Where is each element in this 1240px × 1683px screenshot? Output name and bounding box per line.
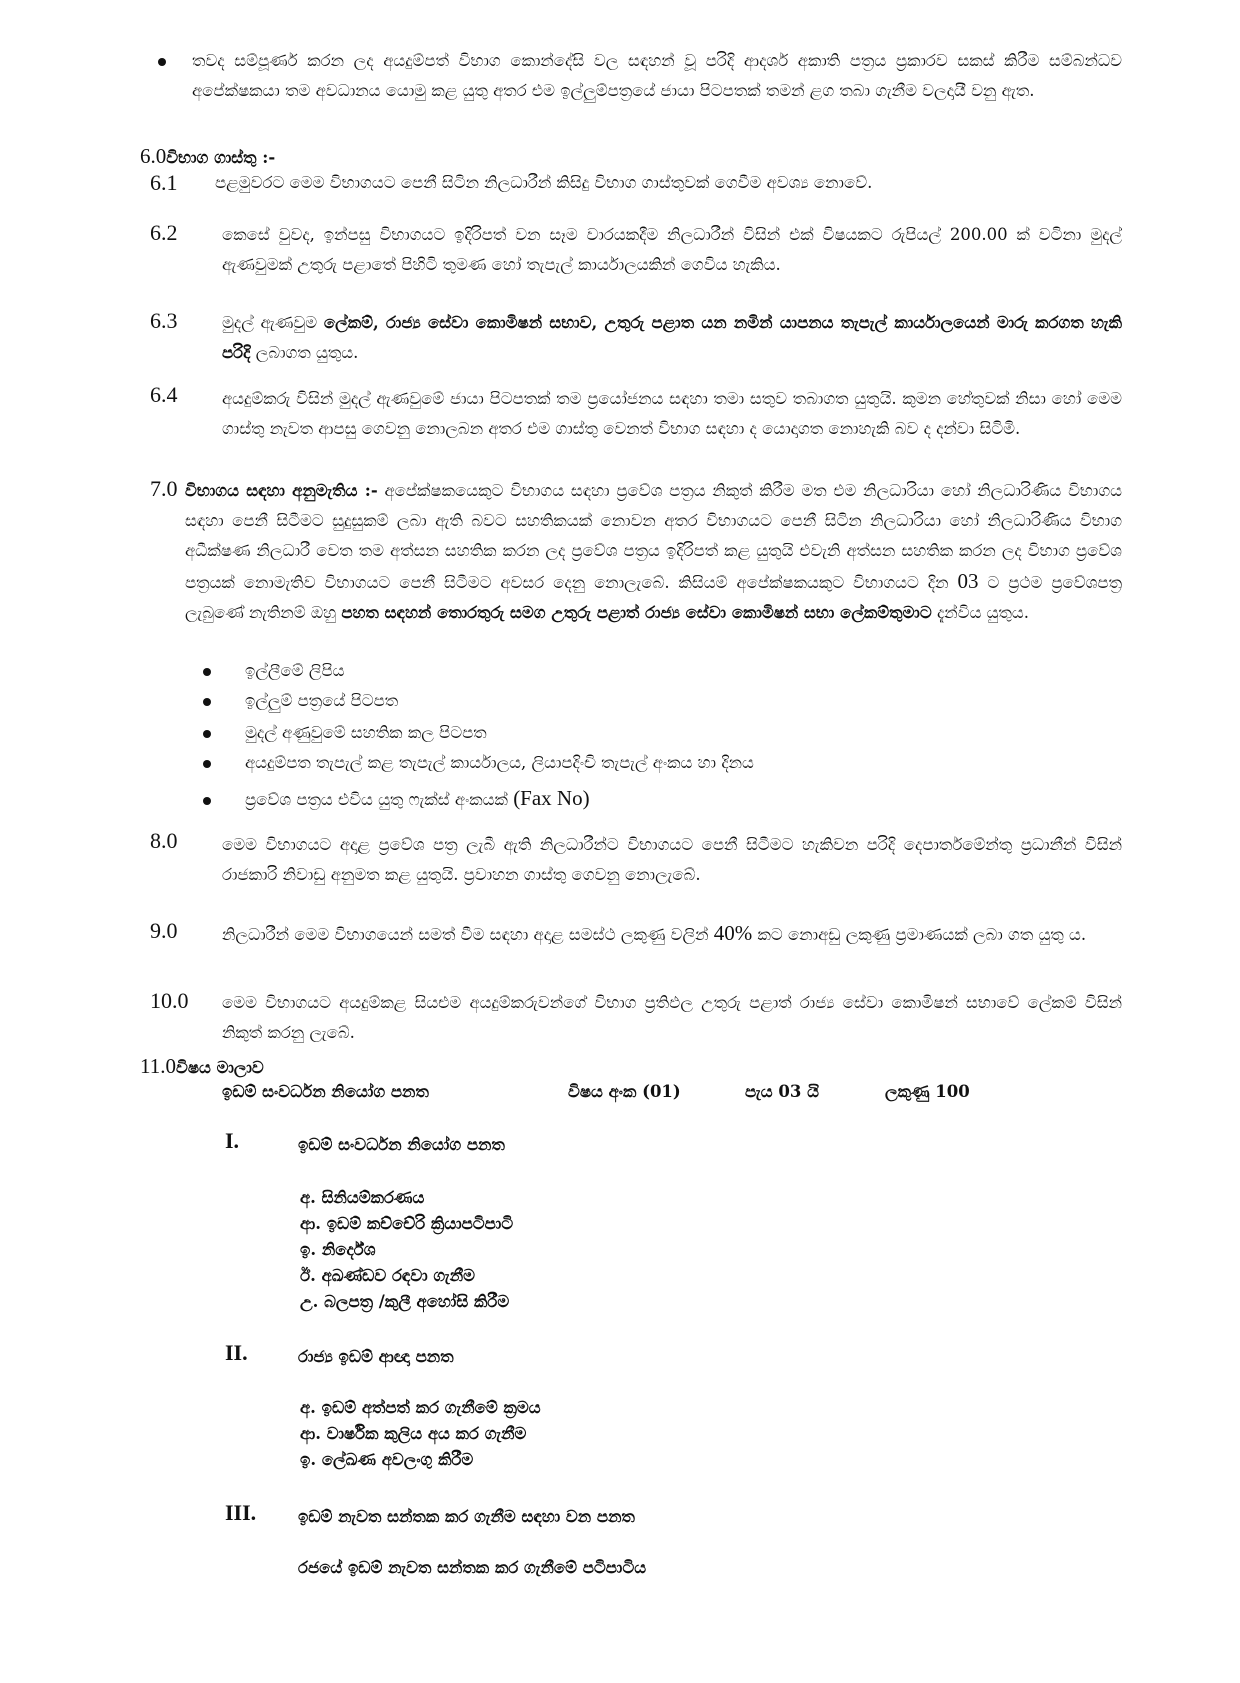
section-1-item: ඉ. නිර්දේශ [300,1240,376,1259]
section-1-item: ආ. ඉඩම් කච්චේරි ක්‍රියාපටිපාටි [300,1214,514,1233]
bullet-dot [203,730,211,738]
section-roman-1: I. [225,1128,240,1153]
s7-list-item-fax: ප්‍රවේශ පත්‍රය එවිය යුතු ෆැක්ස් අංකයක් (Fax No) [245,786,590,810]
bullet-dot [203,760,211,768]
item-6-1-text: පළමුවරට මෙම විභාගයට පෙනී සිටින නිලධාරීන් කිසිදු විභාග ගාස්තුවක් ගෙවීම අවශ්‍ය නොවේ. [215,173,873,192]
section-2-title: රාජ්‍ය ඉඩම් ආඥා පනත [298,1347,454,1366]
s7-list-item: ඉල්ලීමේ ලිපිය [245,661,345,680]
section-6-heading: 6.0විභාග ගාස්තු :- [140,144,276,168]
section-10-text: මෙම විභාගයට අයදුම්කළ සියළුම අයදුම්කරුවන්ගේ විභාග ප්‍රතිඵල උතුරු පළාත් රාජ්‍ය සේවා කොමිෂන් සභාවේ ලේකම් විසින් නිකුත් කරනු ලැබේ. [222,993,1122,1042]
section-7-number: 7.0 [150,476,178,501]
bullet-dot [203,797,211,805]
item-6-2-text: කෙසේ වුවද, ඉන්පසු විභාගයට ඉදිරිපත් වන සෑම වාරයකදීම නිලධාරීන් විසින් එක් විෂයකට රුපියල් 200.00 ක් වටිනා මුදල් ඇණවුමක් උතුරු පළාතේ පිහිටි තුමණ හෝ තැපැල් කාර්යාලයකින් ගෙවිය හැකිය. [222,225,1122,274]
subject-marks: ලකුණු 100 [885,1082,970,1101]
subject-name: ඉඩම් සංවර්ධන නියෝග පනත [222,1082,429,1101]
section-roman-3: III. [225,1500,257,1525]
subject-number: විෂය අංක (01) [568,1082,681,1101]
section-8-text: මෙම විභාගයට අදාළ ප්‍රවේශ පත්‍ර ලැබී ඇති නිලධාරීන්ට විභාගයට පෙනී සිටීමට හැකිවන පරිදි දෙපාර්තමේන්තු ප්‍රධානීන් විසින් රාජකාරි නිවාඩු අනුමත කළ යුතුයි. ප්‍රවාහන ගාස්තු ගෙවනු නොලැබේ. [222,835,1122,884]
section-1-item: අ. සිනියම්කරණය [300,1188,425,1207]
subject-duration: පැය 03 යි [745,1082,819,1101]
item-6-1-number: 6.1 [150,170,178,195]
s7-list-item: මුදල් අණුවුමේ සහතික කල පිටපත [245,723,487,742]
section-7-paragraph: විභාගය සඳහා අනුමැතිය :- අපේක්ෂකයෙකුට විභාගය සඳහා ප්‍රවේශ පත්‍රය නිකුත් කිරීම මත එම නිලධාරියා හෝ නිලධාරිණිය විභාගය සඳහා පෙනී සිටීමට සුදුසුකම් ලබා ඇති බවට සහතිකයක් නොවන අතර විභාගයට පෙනී සිටින නිලධාරියා හෝ නිලධාරිණිය විභාග අධීක්ෂණ නිලධාරී වෙත තම අත්සන සහතික කරන ලද ප්‍රවේශ පත්‍රය ඉදිරිපත් කළ යුතුයි එවැනි අත්සන සහතික කරන ලද විභාග ප්‍රවේශ පත්‍රයක් නොමැතිව විභාගයට පෙනී සිටීමට අවසර දෙනු නොලැබේ. කිසියම් අපේක්ෂකයකුට විභාගයට දින 03 ට ප්‍රථම ප්‍රවේශපත්‍ර ලැබුණේ නැතිනම් ඔහු පහත සඳහන් තොරතුරු සමග උතුරු පළාත් රාජ්‍ය සේවා කොමිෂන් සභා ලේකම්තුමාට දැන්විය යුතුය. [185,481,1123,622]
section-2-item: අ. ඉඩම් අත්පත් කර ගැනීමේ ක්‍රමය [300,1398,541,1417]
section-roman-2: II. [225,1340,248,1365]
bullet-dot [203,698,211,706]
section-1-title: ඉඩම් සංවර්ධන නියෝග පනත [298,1135,505,1154]
section-2-item: ආ. වාර්ෂික කුලිය අය කර ගැනීම [300,1424,527,1443]
bullet-dot [203,668,211,676]
bullet-dot [158,58,166,66]
section-1-item: උ. බලපත්‍ර /කුලී අහෝසි කිරීම [300,1292,510,1311]
item-6-4-number: 6.4 [150,382,178,407]
s7-list-item: ඉල්ලුම් පත්‍රයේ පිටපත [245,691,399,710]
section-9-text: නිලධාරීන් මෙම විභාගයෙන් සමත් වීම සඳහා අදාළ සමස්ථ ලකුණු වලින් 40% කට නොඅඩු ලකුණු ප්‍රමාණයක් ලබා ගත යුතු ය. [222,921,1087,945]
s7-list-item: අයදුම්පත තැපැල් කළ තැපැල් කාර්යාලය, ලියාපදිංචි තැපැල් අංකය හා දිනය [245,753,754,772]
intro-paragraph: තවද සම්පූර්ණ කරන ලද අයදුම්පත් විභාග කොන්දේසි වල සඳහන් වූ පරිදි ආදර්ශ අකාති පත්‍රය ප්‍රකාරව සකස් කිරීම සම්බන්ධව අපේක්ෂකයා තම අවධානය යොමු කළ යුතු අතර එම ඉල්ලුම්පත්‍රයේ ජායා පිටපතක් තමන් ළග තබා ගැනීම වලදායී වනු ඇත. [192,51,1122,100]
item-6-3-text: මුදල් ඇණවුම ලේකම්, රාජ්‍ය සේවා කොමිෂන් සභාව, උතුරු පළාත යන නමින් යාපනය තැපැල් කාර්යාලයෙන් මාරු කරගත හැකි පරිදි ලබාගත යුතුය. [222,313,1122,362]
item-6-3-number: 6.3 [150,308,178,333]
section-2-item: ඉ. ලේඛණ අවලංගු කිරීම [300,1450,474,1469]
item-6-4-text: අයදුම්කරු විසින් මුදල් ඇණවුමේ ජායා පිටපතක් තම ප්‍රයෝජනය සඳහා තමා සතුව තබාගත යුතුයි. කුමන හේතුවක් නිසා හෝ මෙම ගාස්තු නැවත ආපසු ගෙවනු නොලබන අතර එම ගාස්තු වෙනත් විභාග සඳහා ද යොදාගත නොහැකි බව ද දන්වා සිටිමි. [222,389,1122,438]
section-3-item: රජයේ ඉඩම් නැවත සන්තක කර ගැනීමේ පටිපාටිය [298,1558,647,1577]
section-10-number: 10.0 [150,988,189,1013]
item-6-2-number: 6.2 [150,220,178,245]
section-1-item: ඊ. අඛණ්ඩව රඳවා ගැනීම [300,1266,476,1285]
section-3-title: ඉඩම් නැවත සන්තක කර ගැනීම සඳහා වන පනත [298,1507,635,1526]
section-8-number: 8.0 [150,828,178,853]
section-11-heading: 11.0විෂය මාලාව [140,1054,264,1078]
section-9-number: 9.0 [150,918,178,943]
